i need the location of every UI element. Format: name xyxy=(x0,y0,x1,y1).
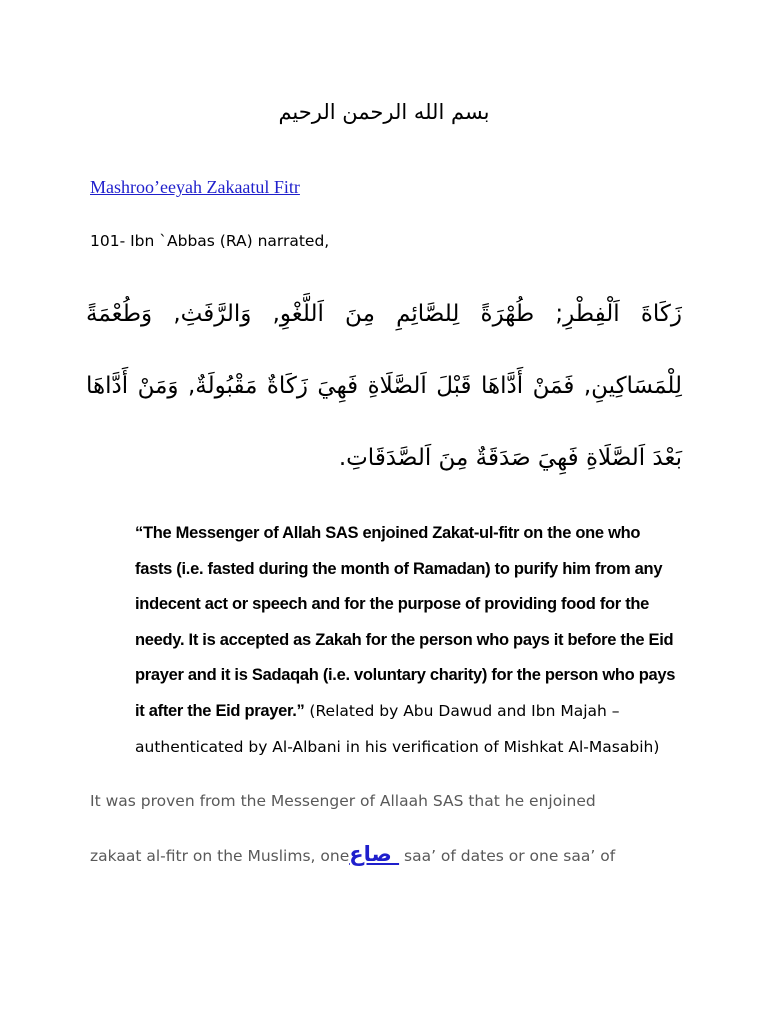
paragraph-line-2 xyxy=(90,842,615,866)
paragraph-line-2-end: saa’ of dates or one saa’ of xyxy=(399,847,616,865)
translation-text: “The Messenger of Allah SAS enjoined Zakat-ul-fitr on the one who fasts (i.e. fasted during the month of Ramadan) to purify him from any indecent act or speech and for the purpose of providing food for the needy. It is accepted as Zakah for the person who pays it before the Eid prayer and it is Sadaqah (i.e. voluntary charity) for the person who pays it after the Eid prayer.” xyxy=(135,524,676,720)
paragraph-line-2-start: zakaat al-fitr on the Muslims, one xyxy=(90,847,350,865)
bismillah-heading: بسم الله الرحمن الرحيم xyxy=(278,100,490,124)
section-heading-link[interactable]: Mashroo’eeyah Zakaatul Fitr xyxy=(90,177,300,197)
citation-text: (Related by Abu Dawud and Ibn Majah – authenticated by Al-Albani in his verification of Mishkat Al-Masabih) xyxy=(135,701,660,756)
narration-intro: 101- Ibn `Abbas (RA) narrated, xyxy=(90,232,330,250)
arabic-hadith-text: زَكَاةَ اَلْفِطْرِ; طُهْرَةً لِلصَّائِمِ مِنَ اَللَّغْوِ, وَالرَّفَثِ, وَطُعْمَةً لِلْمَسَاكِينِ, فَمَنْ أَدَّاهَا قَبْلَ اَلصَّلَاةِ فَهِيَ زَكَاةٌ مَقْبُولَةٌ, وَمَنْ أَدَّاهَا بَعْدَ اَلصَّلَاةِ فَهِيَ صَدَقَةٌ مِنَ اَلصَّدَقَاتِ. xyxy=(86,301,682,471)
saa-arabic-link[interactable]: صاع xyxy=(349,842,400,866)
hadith-translation-quote xyxy=(135,516,680,765)
paragraph-line-1: It was proven from the Messenger of Allaah SAS that he enjoined xyxy=(90,792,596,810)
